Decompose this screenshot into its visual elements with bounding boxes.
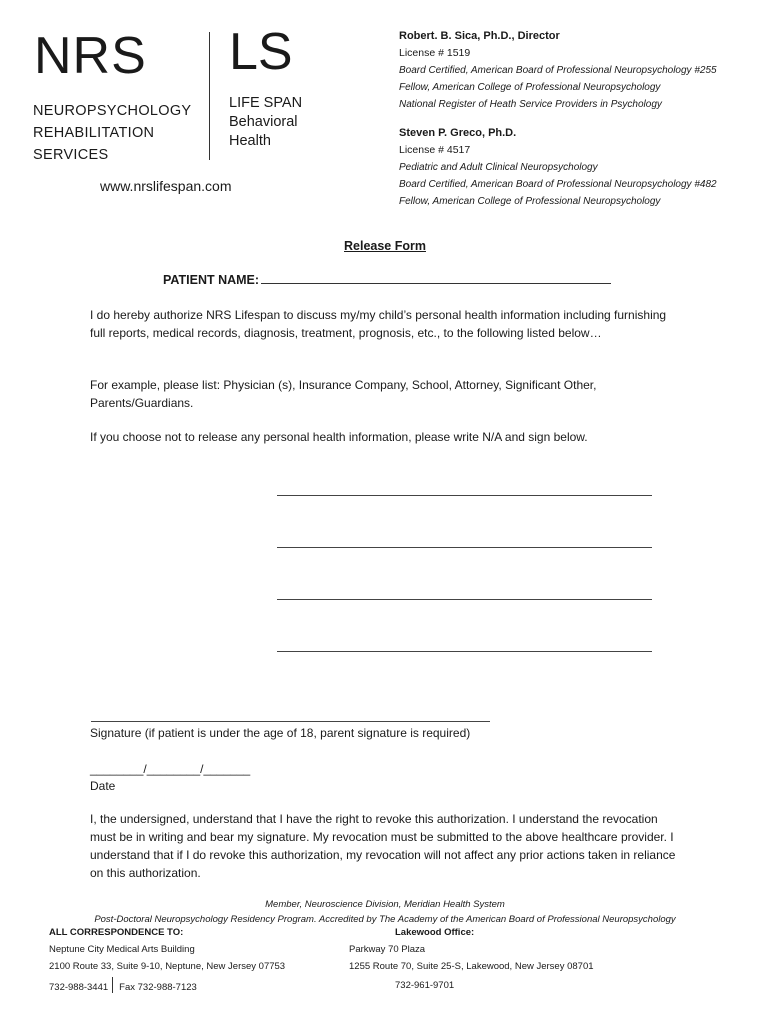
authorization-paragraph: I do hereby authorize NRS Lifespan to discuss my/my child’s personal health information including furnishing full reports, medical records, diagnosis, treatment, prognosis, etc., to the following listed below… — [90, 308, 667, 340]
ls-subtitle-line: Behavioral — [229, 114, 298, 130]
footer-postdoc: Post-Doctoral Neuropsychology Residency Program. Accredited by The Academy of the American Board of Professional Neuropsychology — [94, 914, 676, 925]
footer-neptune-building: Neptune City Medical Arts Building — [49, 944, 195, 955]
footer-lakewood-label: Lakewood Office: — [395, 927, 475, 938]
footer-neptune-address: 2100 Route 33, Suite 9-10, Neptune, New Jersey 07753 — [49, 961, 286, 972]
doctor-credential: Fellow, American College of Professional Neuropsychology — [399, 196, 661, 207]
footer-contact-divider — [112, 977, 113, 993]
release-recipient-line[interactable] — [277, 651, 652, 652]
doctor-credential: National Register of Heath Service Providers in Psychology — [399, 99, 662, 110]
date-field[interactable]: ________/________/_______ — [90, 762, 251, 776]
doctor-credential: Board Certified, American Board of Professional Neuropsychology #255 — [399, 65, 717, 76]
nrs-subtitle-line: NEUROPSYCHOLOGY — [33, 103, 192, 119]
nrs-subtitle — [33, 100, 191, 166]
footer-lakewood-phone: 732-961-9701 — [395, 980, 455, 991]
patient-name-row — [163, 272, 611, 287]
patient-name-field[interactable] — [261, 272, 611, 284]
footer-neptune-fax: Fax 732-988-7123 — [119, 982, 197, 993]
signature-line[interactable] — [91, 721, 490, 722]
nrs-logo: NRS — [34, 27, 147, 85]
doctor-credential: Fellow, American College of Professional Neuropsychology — [399, 82, 661, 93]
footer-lakewood-building: Parkway 70 Plaza — [349, 944, 426, 955]
doctor-header-sica — [399, 28, 717, 113]
doctor-name: Steven P. Greco, Ph.D. — [399, 127, 517, 139]
doctor-header-greco — [399, 125, 717, 210]
release-recipient-line[interactable] — [277, 547, 652, 548]
ls-subtitle-line: LIFE SPAN — [229, 95, 303, 111]
nrs-subtitle-line: SERVICES — [33, 147, 109, 163]
date-label: Date — [90, 779, 116, 793]
example-paragraph: For example, please list: Physician (s), Insurance Company, School, Attorney, Significant Other, Parents/Guardians. — [90, 378, 597, 410]
footer-member: Member, Neuroscience Division, Meridian Health System — [265, 899, 505, 910]
release-recipient-line[interactable] — [277, 495, 652, 496]
doctor-credential: Board Certified, American Board of Professional Neuropsychology #482 — [399, 179, 717, 190]
release-recipient-line[interactable] — [277, 599, 652, 600]
doctor-name: Robert. B. Sica, Ph.D., Director — [399, 30, 560, 42]
doctor-license: License # 4517 — [399, 144, 471, 156]
ls-subtitle — [229, 94, 302, 151]
footer-lakewood-address: 1255 Route 70, Suite 25-S, Lakewood, New Jersey 08701 — [349, 961, 594, 972]
form-title: Release Form — [344, 239, 426, 253]
patient-name-label: PATIENT NAME: — [163, 273, 260, 287]
footer-lakewood-office — [349, 924, 594, 994]
footer-neptune-contact — [49, 977, 285, 996]
website-link[interactable]: www.nrslifespan.com — [100, 178, 232, 194]
doctor-credential: Pediatric and Adult Clinical Neuropsychology — [399, 162, 598, 173]
ls-subtitle-line: Health — [229, 133, 271, 149]
doctor-license: License # 1519 — [399, 47, 471, 59]
na-instruction: If you choose not to release any personal health information, please write N/A and sign below. — [90, 430, 588, 444]
revocation-paragraph: I, the undersigned, understand that I have the right to revoke this authorization. I understand the revocation must be in writing and bear my signature. My revocation must be submitted to the above healthcare provider. I understand that if I do revoke this authorization, my revocation will not affect any prior actions taken in reliance on this authorization. — [90, 812, 676, 880]
logo-divider — [209, 32, 210, 160]
footer-neptune-phone: 732-988-3441 — [49, 982, 109, 993]
signature-label: Signature (if patient is under the age of 18, parent signature is required) — [90, 726, 471, 740]
footer-neptune-office — [49, 924, 285, 996]
footer-correspondence-label: ALL CORRESPONDENCE TO: — [49, 927, 184, 938]
ls-logo: LS — [229, 23, 293, 81]
nrs-subtitle-line: REHABILITATION — [33, 125, 155, 141]
